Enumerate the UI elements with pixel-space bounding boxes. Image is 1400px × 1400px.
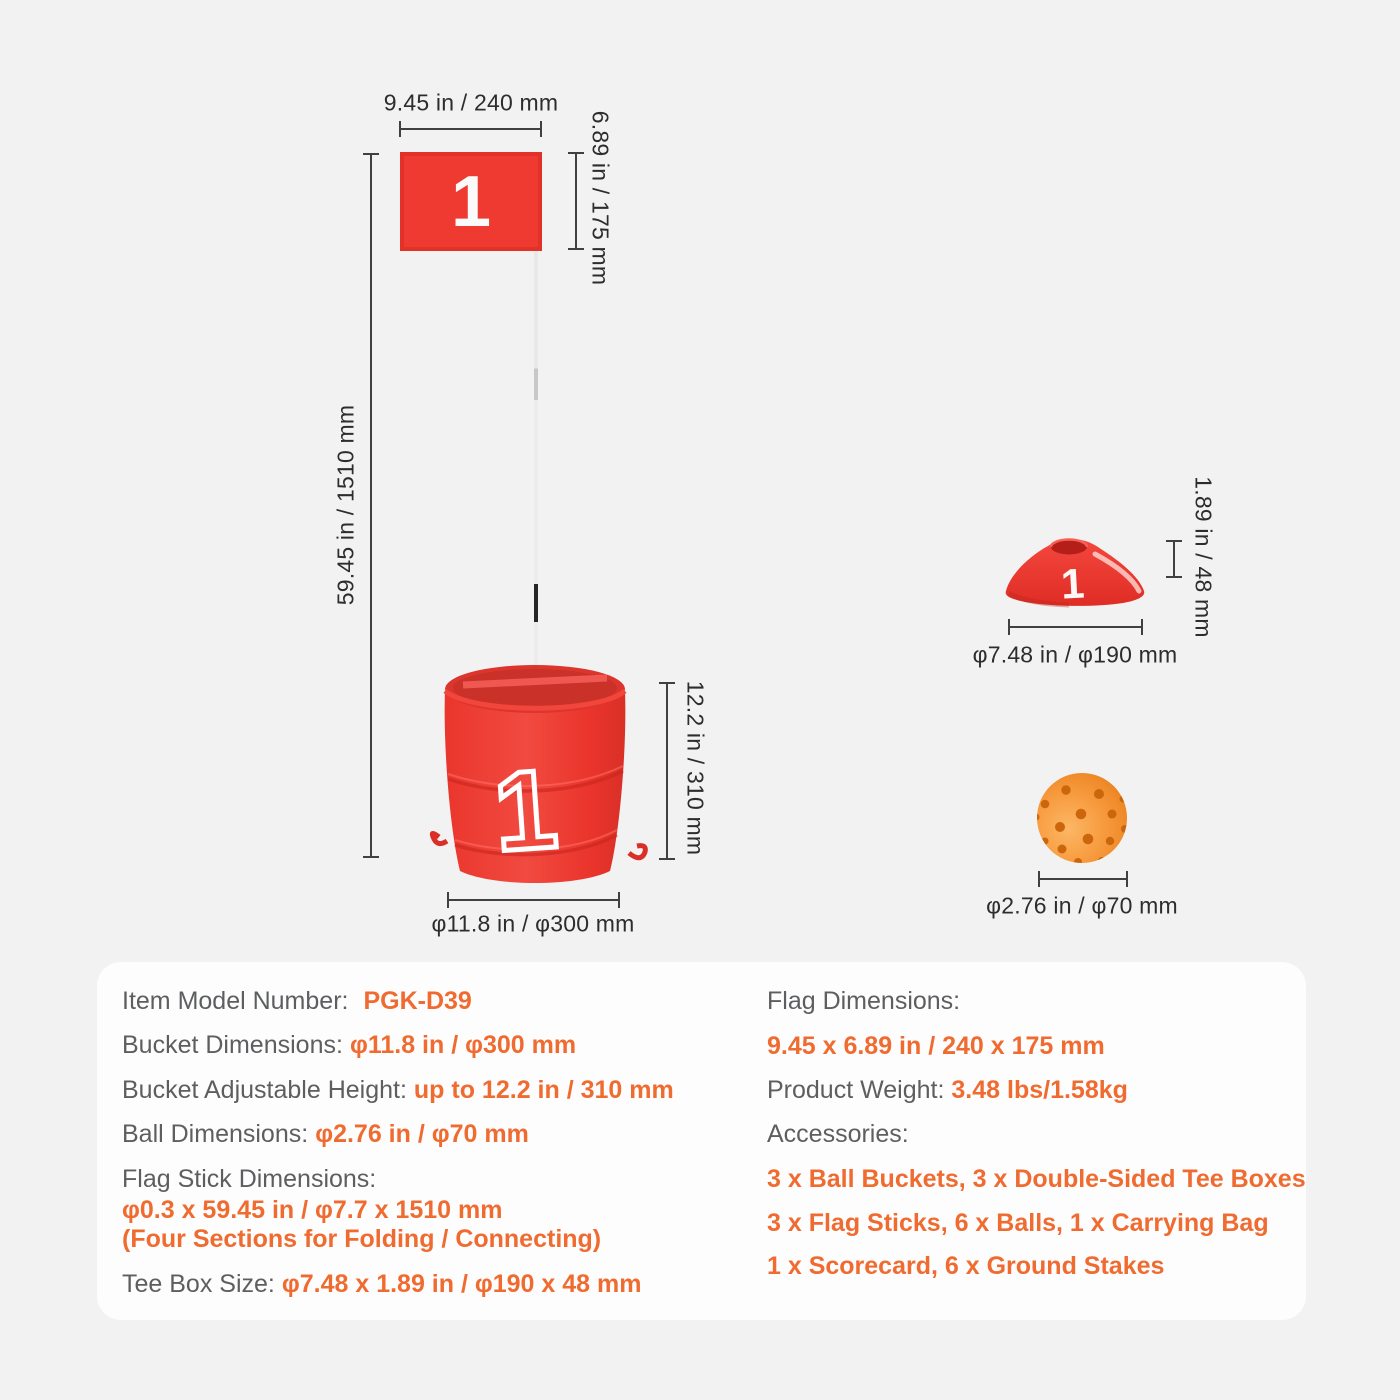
bucket-diameter-dimension-label: φ11.8 in / φ300 mm: [431, 910, 635, 937]
spec-bucket-dimensions-value: φ11.8 in / φ300 mm: [349, 1031, 577, 1059]
ball-diameter-dimension-line: [1038, 878, 1128, 880]
flag-height-dimension-line: [575, 152, 577, 250]
ball-diameter-dimension-label: φ2.76 in / φ70 mm: [986, 892, 1178, 919]
spec-item-model-value: PGK-D39: [363, 987, 472, 1015]
spec-bucket-height-value: up to 12.2 in / 310 mm: [413, 1076, 674, 1104]
flag-image: [400, 152, 542, 251]
spec-tee-box-size: [122, 1269, 641, 1299]
spec-bucket-dimensions: [122, 1030, 576, 1060]
flag-number: 1: [450, 161, 492, 242]
spec-flag-dimensions-label: Flag Dimensions:: [767, 987, 961, 1015]
spec-accessories-line-2: 3 x Flag Sticks, 6 x Balls, 1 x Carrying Bag: [767, 1209, 1269, 1237]
tee-box-number: 1: [1059, 559, 1086, 608]
spec-item-model-label: Item Model Number:: [122, 987, 349, 1015]
spec-tee-box-size-value: φ7.48 x 1.89 in / φ190 x 48 mm: [281, 1270, 642, 1298]
flag-pole: [534, 250, 538, 698]
spec-ball-dimensions: [122, 1119, 529, 1149]
bucket-left-tie: [432, 833, 447, 843]
flag-width-dimension-label: 9.45 in / 240 mm: [383, 89, 559, 116]
bucket-diameter-dimension-line: [447, 899, 620, 901]
spec-product-weight-label: Product Weight:: [767, 1076, 945, 1104]
spec-ball-dimensions-label: Ball Dimensions:: [122, 1120, 309, 1148]
stick-height-dimension-line: [370, 153, 372, 858]
spec-flag-dimensions-value: 9.45 x 6.89 in / 240 x 175 mm: [767, 1032, 1105, 1060]
bucket-number: 1: [490, 745, 562, 875]
spec-accessories-line-3: 1 x Scorecard, 6 x Ground Stakes: [767, 1252, 1165, 1280]
bucket-height-dimension-line: [666, 682, 668, 860]
spec-tee-box-size-label: Tee Box Size:: [122, 1270, 275, 1298]
bucket-height-dimension-label: 12.2 in / 310 mm: [682, 680, 709, 856]
spec-accessories-label: Accessories:: [767, 1120, 909, 1148]
flag-width-dimension-line: [399, 128, 542, 130]
tee-height-dimension-line: [1173, 540, 1175, 578]
bucket-image: [429, 661, 641, 893]
tee-diameter-dimension-line: [1008, 626, 1143, 628]
tee-height-dimension-label: 1.89 in / 48 mm: [1190, 476, 1217, 638]
tee-box-image: [1003, 534, 1147, 610]
spec-product-weight-value: 3.48 lbs/1.58kg: [951, 1076, 1128, 1104]
ball-image: [1036, 772, 1128, 864]
spec-flag-stick-note: (Four Sections for Folding / Connecting): [122, 1225, 602, 1253]
spec-flag-stick-label: Flag Stick Dimensions:: [122, 1165, 377, 1193]
flag-height-dimension-label: 6.89 in / 175 mm: [587, 110, 614, 286]
spec-bucket-height: [122, 1075, 674, 1105]
bucket-right-tie: [629, 846, 645, 858]
tee-diameter-dimension-label: φ7.48 in / φ190 mm: [972, 641, 1178, 668]
spec-ball-dimensions-value: φ2.76 in / φ70 mm: [315, 1120, 529, 1148]
spec-accessories-line-1: 3 x Ball Buckets, 3 x Double-Sided Tee Boxes: [767, 1165, 1306, 1193]
spec-product-weight: [767, 1075, 1128, 1105]
stick-height-dimension-label: 59.45 in / 1510 mm: [332, 404, 359, 606]
spec-item-model: [122, 986, 472, 1016]
spec-bucket-height-label: Bucket Adjustable Height:: [122, 1076, 407, 1104]
spec-bucket-dimensions-label: Bucket Dimensions:: [122, 1031, 343, 1059]
spec-flag-stick-value: φ0.3 x 59.45 in / φ7.7 x 1510 mm: [122, 1196, 503, 1224]
